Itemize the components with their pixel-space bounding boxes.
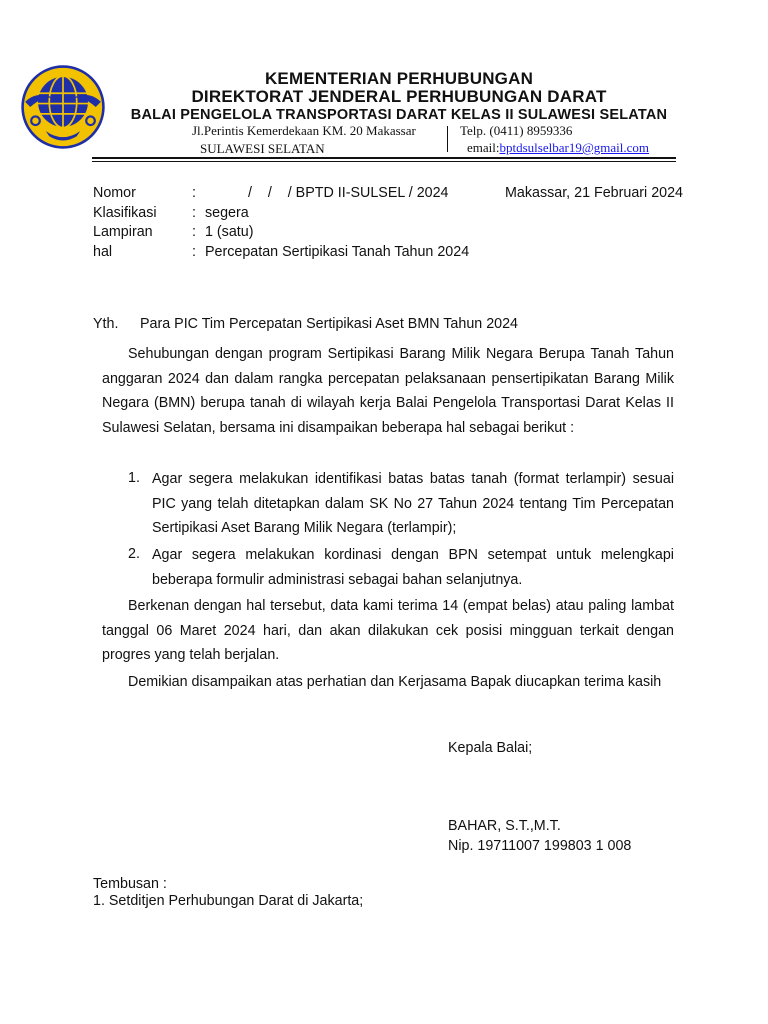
address-line-2: SULAWESI SELATAN: [200, 141, 325, 156]
office-name: BALAI PENGELOLA TRANSPORTASI DARAT KELAS II SULAWESI SELATAN: [130, 107, 668, 123]
lampiran-colon: :: [192, 224, 196, 240]
email-line: [467, 140, 649, 156]
hal-label: hal: [93, 244, 113, 260]
signatory-name: BAHAR, S.T.,M.T.: [448, 818, 561, 834]
phone-number: Telp. (0411) 8959336: [460, 123, 573, 138]
email-label: email:: [467, 140, 500, 155]
letterhead-rule-thick: [92, 157, 676, 159]
directorate-name: DIREKTORAT JENDERAL PERHUBUNGAN DARAT: [191, 87, 607, 106]
body-paragraph-1: Sehubungan dengan program Sertipikasi Barang Milik Negara Berupa Tanah Tahun anggaran 2024 dan dalam rangka percepatan pelaksanaan pensertipikatan Barang Milik Negara (BMN) berupa tanah di wilayah kerja Balai Pengelola Transportasi Darat Kelas II Sulawesi Selatan, bersama ini disampaikan beberapa hal sebagai berikut :: [102, 346, 674, 436]
cc-label: Tembusan :: [93, 876, 167, 892]
klasifikasi-colon: :: [192, 205, 196, 221]
cc-item-1: 1. Setditjen Perhubungan Darat di Jakarta;: [93, 893, 364, 909]
list-number-1: 1.: [128, 470, 140, 486]
nomor-label: Nomor: [93, 185, 136, 201]
signature-title: Kepala Balai;: [448, 740, 533, 756]
klasifikasi-label: Klasifikasi: [93, 205, 157, 221]
place-date: Makassar, 21 Februari 2024: [505, 185, 684, 201]
letterhead-rule-thin: [92, 161, 676, 162]
email-link[interactable]: bptdsulselbar19@gmail.com: [499, 140, 650, 155]
lampiran-value: 1 (satu): [205, 224, 254, 240]
address-line-1: Jl.Perintis Kemerdekaan KM. 20 Makassar: [192, 123, 416, 138]
body-paragraph-2: Berkenan dengan hal tersebut, data kami terima 14 (empat belas) atau paling lambat tanggal 06 Maret 2024 hari, dan akan dilakukan cek posisi mingguan terkait dengan progres yang telah berjalan.: [102, 598, 674, 663]
address-divider: [447, 126, 448, 152]
list-item-1: Agar segera melakukan identifikasi batas batas tanah (format terlampir) sesuai PIC yang telah ditetapkan dalam SK No 27 Tahun 2024 tentang Tim Percepatan Sertipikasi Aset Barang Milik Negara (terlampir);: [152, 471, 674, 536]
nomor-value: / / / BPTD II-SULSEL / 2024: [248, 185, 449, 201]
list-item-2: Agar segera melakukan kordinasi dengan BPN setempat untuk melengkapi beberapa formulir administrasi sebagai bahan selanjutnya.: [152, 547, 674, 588]
body-paragraph-3: Demikian disampaikan atas perhatian dan Kerjasama Bapak diucapkan terima kasih: [128, 674, 662, 690]
lampiran-label: Lampiran: [93, 224, 153, 240]
nomor-colon: :: [192, 185, 196, 201]
hal-value: Percepatan Sertipikasi Tanah Tahun 2024: [205, 244, 470, 260]
signatory-nip: Nip. 19711007 199803 1 008: [448, 838, 632, 854]
recipient-name: Para PIC Tim Percepatan Sertipikasi Aset BMN Tahun 2024: [140, 316, 519, 332]
hal-colon: :: [192, 244, 196, 260]
ministry-name: KEMENTERIAN PERHUBUNGAN: [264, 69, 534, 88]
list-number-2: 2.: [128, 546, 140, 562]
recipient-prefix: Yth.: [93, 316, 119, 332]
klasifikasi-value: segera: [205, 205, 249, 221]
